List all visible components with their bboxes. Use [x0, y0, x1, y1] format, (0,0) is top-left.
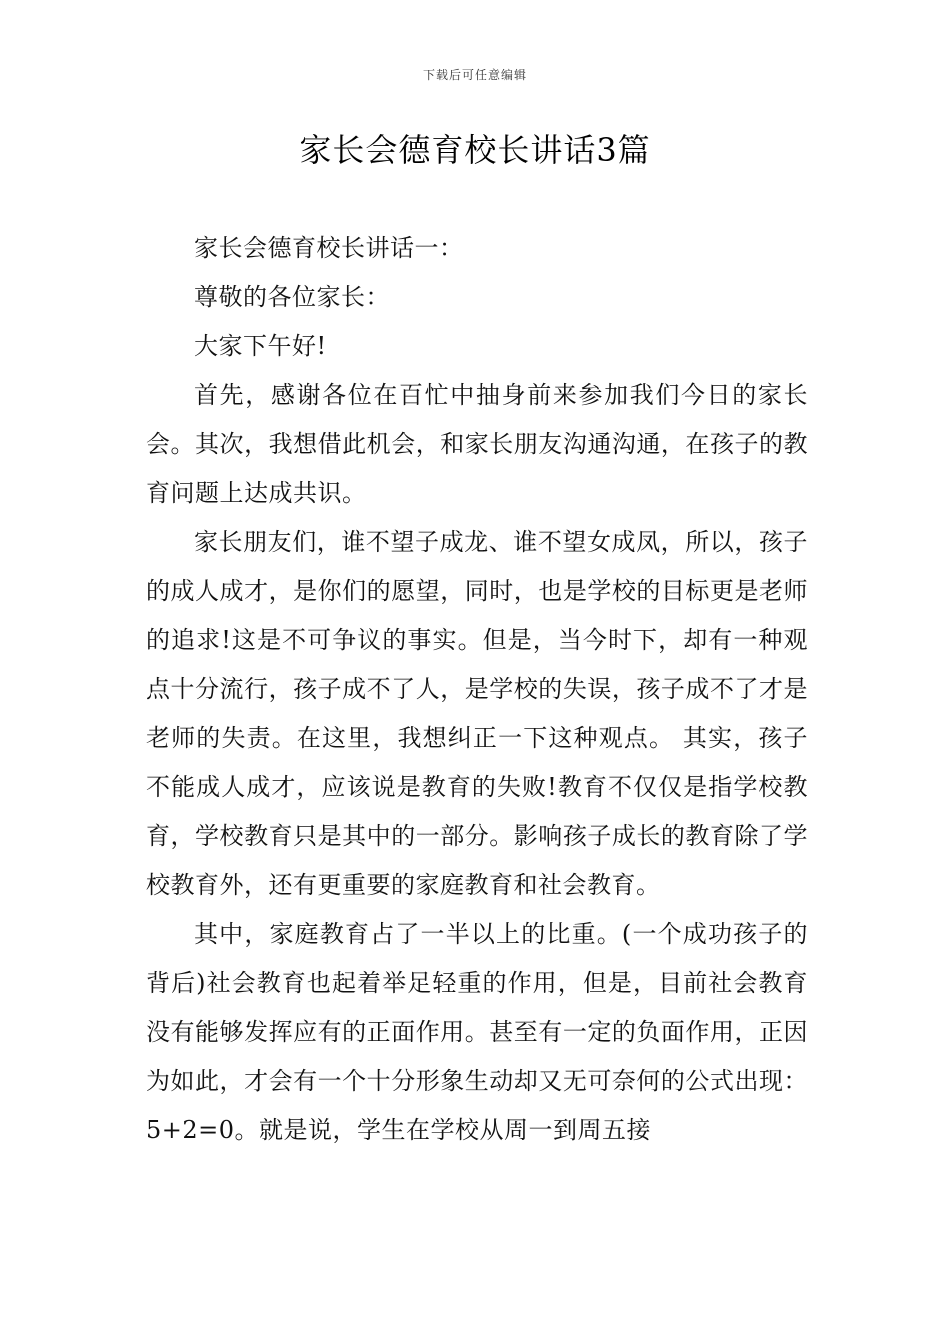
document-body: [146, 224, 808, 1155]
paragraph-intro: 首先，感谢各位在百忙中抽身前来参加我们今日的家长会。其次，我想借此机会，和家长朋友沟通沟通，在孩子的教育问题上达成共识。: [146, 381, 808, 507]
paragraph-family-education: 其中，家庭教育占了一半以上的比重。(一个成功孩子的背后)社会教育也起着举足轻重的作用，但是，目前社会教育没有能够发挥应有的正面作用。甚至有一定的负面作用，正因为如此，才会有一个十分形象生动却又无可奈何的公式出现：5+2=0。就是说，学生在学校从周一到周五接: [146, 920, 808, 1144]
header-note: 下载后可任意编辑: [422, 68, 527, 82]
greeting: 大家下午好!: [194, 332, 327, 360]
paragraph-education: 家长朋友们，谁不望子成龙、谁不望女成凤，所以，孩子的成人成才，是你们的愿望，同时，也是学校的目标更是老师的追求!这是不可争议的事实。但是，当今时下，却有一种观点十分流行，孩子成不了人，是学校的失误，孩子成不了才是老师的失责。在这里，我想纠正一下这种观点。 其实，孩子不能成人成才，应该说是教育的失败!教育不仅仅是指学校教育，学校教育只是其中的一部分。影响孩子成长的教育除了学校教育外，还有更重要的家庭教育和社会教育。: [146, 528, 808, 899]
document-title: 家长会德育校长讲话3篇: [299, 131, 651, 169]
salutation-audience: 尊敬的各位家长：: [194, 283, 390, 311]
salutation-heading: 家长会德育校长讲话一：: [194, 234, 464, 262]
